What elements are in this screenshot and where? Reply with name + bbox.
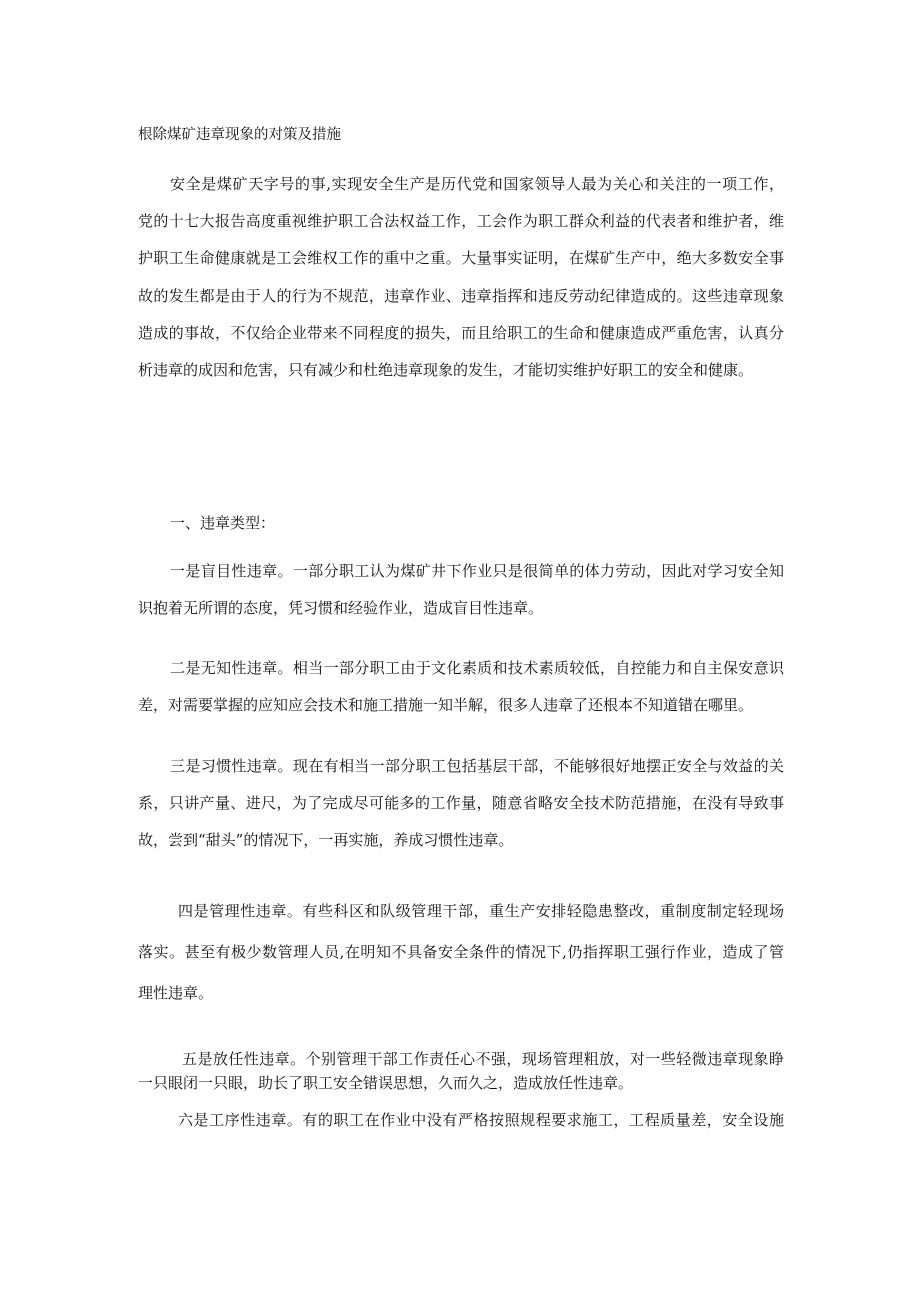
paragraph-ignorant-violation xyxy=(138,650,784,724)
document-title: 根除煤矿违章现象的对策及措施 xyxy=(138,127,341,143)
text-line: 二是无知性违章。相当一部分职工由于文化素质和技术素质较低，自控能力和自主保安意识 xyxy=(170,659,784,677)
text-line: 理性违章。 xyxy=(138,984,214,1002)
text-line: 差，对需要掌握的应知应会技术和施工措施一知半解，很多人违章了还根本不知道错在哪里。 xyxy=(138,696,754,714)
section-heading: 一、违章类型： xyxy=(170,514,276,532)
text-line: 故，尝到“甜头”的情况下，一再实施，养成习惯性违章。 xyxy=(138,831,514,849)
intro-paragraph xyxy=(138,166,784,389)
text-line: 落实。甚至有极少数管理人员,在明知不具备安全条件的情况下,仍指挥职工强行作业，造成了管 xyxy=(138,943,784,961)
text-line: 识抱着无所谓的态度，凭习惯和经验作业，造成盲目性违章。 xyxy=(138,599,544,617)
text-line: 党的十七大报告高度重视维护职工合法权益工作，工会作为职工群众利益的代表者和维护者，维 xyxy=(138,212,784,231)
text-line: 三是习惯性违章。现在有相当一部分职工包括基层干部，不能够很好地摆正安全与效益的关 xyxy=(170,757,784,775)
text-line: 析违章的成因和危害，只有减少和杜绝违章现象的发生，才能切实维护好职工的安全和健康。 xyxy=(138,361,754,380)
paragraph-laissez-faire-violation xyxy=(138,1047,784,1095)
text-line: 一是盲目性违章。一部分职工认为煤矿井下作业只是很简单的体力劳动，因此对学习安全知 xyxy=(170,562,784,580)
paragraph-management-violation xyxy=(138,891,784,1014)
text-line: 六是工序性违章。有的职工在作业中没有严格按照规程要求施工，工程质量差，安全设施 xyxy=(178,1111,784,1129)
text-line: 四是管理性违章。有些科区和队级管理干部，重生产安排轻隐患整改，重制度制定轻现场 xyxy=(178,902,784,920)
text-line: 系，只讲产量、进尺，为了完成尽可能多的工作量，随意省略安全技术防范措施，在没有导致事 xyxy=(138,794,784,812)
text-line: 造成的事故，不仅给企业带来不同程度的损失，而且给职工的生命和健康造成严重危害，认真分 xyxy=(138,323,784,342)
paragraph-blind-violation xyxy=(138,553,784,627)
text-line: 护职工生命健康就是工会维权工作的重中之重。大量事实证明，在煤矿生产中，绝大多数安全事 xyxy=(138,249,784,268)
paragraph-habitual-violation xyxy=(138,748,784,859)
text-line: 安全是煤矿天字号的事,实现安全生产是历代党和国家领导人最为关心和关注的一项工作， xyxy=(170,175,784,193)
paragraph-procedural-violation xyxy=(138,1108,784,1132)
text-line: 一只眼闭一只眼，助长了职工安全错误思想，久而久之，造成放任性违章。 xyxy=(138,1074,634,1092)
text-line: 五是放任性违章。个别管理干部工作责任心不强，现场管理粗放，对一些轻微违章现象睁 xyxy=(182,1050,784,1068)
text-line: 故的发生都是由于人的行为不规范，违章作业、违章指挥和违反劳动纪律造成的。这些违章现象 xyxy=(138,286,784,305)
